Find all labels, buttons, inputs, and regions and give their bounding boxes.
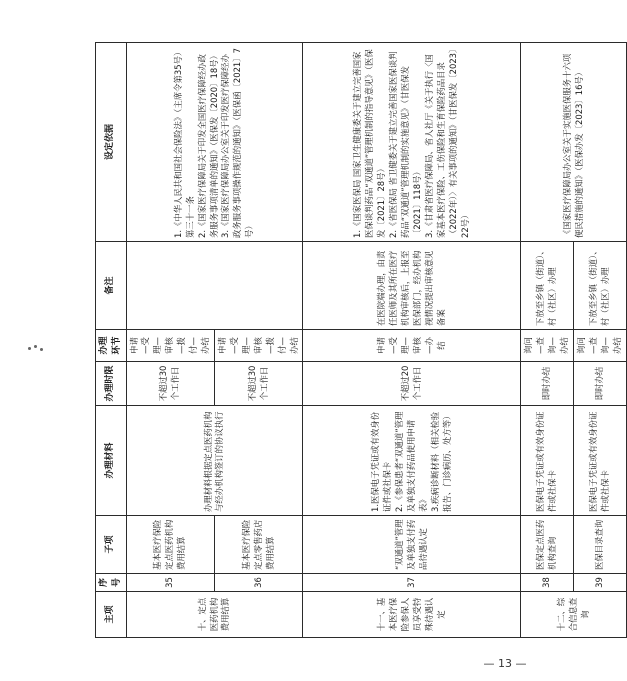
header-steps: 办理环节 [96, 330, 127, 362]
rotated-table-wrapper [95, 43, 622, 638]
header-basis: 设定依据 [96, 43, 127, 242]
time-limit-cell: 即时办结 [574, 362, 627, 406]
steps-cell: 询问—查询—办结 [521, 330, 574, 362]
header-item: 子项 [96, 516, 127, 574]
remarks-cell: 下放至乡镇（街道）、村（社区）办理 [521, 242, 574, 330]
time-limit-cell: 不超过20个工作日 [303, 362, 521, 406]
table-row [126, 43, 214, 638]
steps-cell: 申请—受理—审核—办结 [303, 330, 521, 362]
remarks-cell [126, 242, 303, 330]
header-materials: 办理材料 [96, 406, 127, 516]
materials-cell: 办理材料根据定点医药机构与经办机构签订的协议执行 [126, 406, 303, 516]
materials-cell: 医保电子凭证或有效身份证件或社保卡 [574, 406, 627, 516]
header-row [96, 43, 127, 638]
page-number: — 13 — [483, 657, 527, 670]
scan-artifact [28, 345, 44, 351]
time-limit-cell: 不超过30个工作日 [214, 362, 302, 406]
theme-cell: 十、定点医药机构费用结算 [126, 592, 303, 638]
basis-cell: 《国家医疗保障局办公室关于实施医保服务十六项便民措施的通知》（医保办发〔2023〕16号） [521, 43, 626, 242]
theme-cell: 十二、综合信息查询 [521, 592, 626, 638]
row-number: 36 [214, 574, 302, 592]
materials-cell: 1.医保电子凭证或有效身份证件或社保卡 2.《参保患者“双通道”管理及单独支付药品使用申请表》 3.疾病诊断材料（相关检验报告、门诊病历、处方等） [303, 406, 521, 516]
row-number: 39 [574, 574, 627, 592]
remarks-cell: 下放至乡镇（街道）、村（社区）办理 [574, 242, 627, 330]
header-no: 序号 [96, 574, 127, 592]
steps-cell: 申请—受理—审核—拨付—办结 [214, 330, 302, 362]
table-row [303, 43, 521, 638]
table-row [521, 43, 574, 638]
header-time-limit: 办理时限 [96, 362, 127, 406]
time-limit-cell: 即时办结 [521, 362, 574, 406]
item-cell: 医保定点医药机构查询 [521, 516, 574, 574]
item-cell: 基本医疗保险定点零售药店费用结算 [214, 516, 302, 574]
steps-cell: 申请—受理—审核—拨付—办结 [126, 330, 214, 362]
basis-cell: 1.《国家医保局 国家卫生健康委关于建立完善国家医保谈判药品“双通道”管理机制的指导意见》（医保发〔2021〕28号） 2.《省医保局 省卫健委关于建立完善国家医保谈判药品“双通道”管理机制的实施意见》（甘医保发〔2021〕118号） 3.《甘肃省医疗保障局、省人社厅《关于执行〈国家基本医疗保险、工伤保险和生育保险药品目录（2022年）〉有关事项的通知》（甘医保发〔2023〕22号） [303, 43, 521, 242]
header-remarks: 备注 [96, 242, 127, 330]
item-cell: 医保目录查询 [574, 516, 627, 574]
row-number: 35 [126, 574, 214, 592]
basis-cell: 1.《中华人民共和国社会保险法》（主席令第35号）第三十一条 2.《国家医疗保障局关于印发全国医疗保障经办政务服务事项清单的通知》（医保发〔2020〕18号） 3.《国家医疗保障局办公室关于印发医疗保障经办政务服务事项操作规范的通知》（医保函〔2021〕7号） [126, 43, 303, 242]
header-theme: 主项 [96, 592, 127, 638]
time-limit-cell: 不超过30个工作日 [126, 362, 214, 406]
remarks-cell: 在医院端办理，由责任医师及其所在医疗机构审核后，上报至医保部门，经办机构视情况提出审核意见备案 [303, 242, 521, 330]
row-number: 37 [303, 574, 521, 592]
item-cell: 基本医疗保险定点医药机构费用结算 [126, 516, 214, 574]
service-table [95, 42, 627, 638]
row-number: 38 [521, 574, 574, 592]
steps-cell: 询问—查询—办结 [574, 330, 627, 362]
item-cell: “双通道”管理及单独支付药品待遇认定 [303, 516, 521, 574]
theme-cell: 十一、基本医疗保险参保人员享受特殊待遇认定 [303, 592, 521, 638]
materials-cell: 医保电子凭证或有效身份证件或社保卡 [521, 406, 574, 516]
